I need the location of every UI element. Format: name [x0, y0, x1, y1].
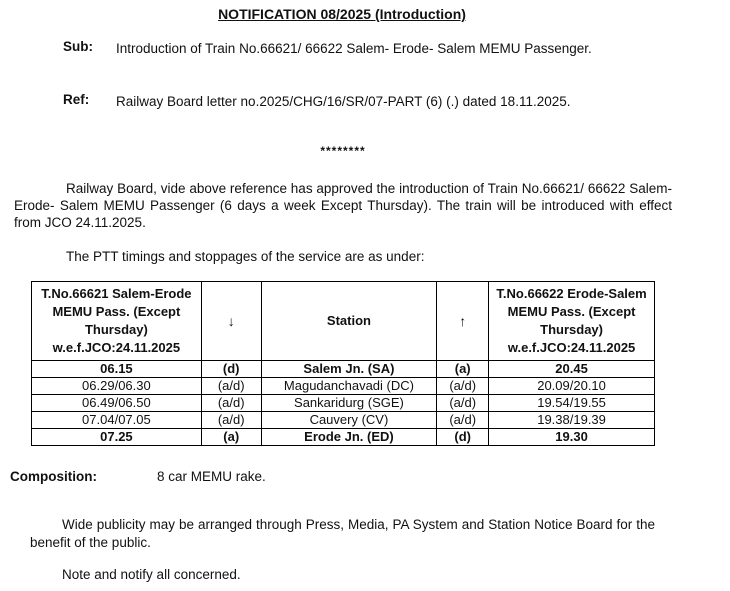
up-time: 19.38/19.39	[489, 412, 655, 429]
down-code: (a/d)	[201, 412, 261, 429]
down-code: (a/d)	[201, 395, 261, 412]
subject-text: Introduction of Train No.66621/ 66622 Salem- Erode- Salem MEMU Passenger.	[116, 41, 592, 56]
header-down-arrow-icon: ↓	[201, 282, 261, 361]
station-name: Magudanchavadi (DC)	[261, 378, 437, 395]
timetable-header-row	[32, 282, 655, 361]
down-time: 07.04/07.05	[32, 412, 202, 429]
station-name: Cauvery (CV)	[261, 412, 437, 429]
down-code: (a)	[201, 429, 261, 446]
reference-text: Railway Board letter no.2025/CHG/16/SR/07-PART (6) (.) dated 18.11.2025.	[116, 94, 571, 109]
station-name: Erode Jn. (ED)	[261, 429, 437, 446]
composition-text: 8 car MEMU rake.	[157, 469, 266, 484]
down-time: 07.25	[32, 429, 202, 446]
up-time: 20.45	[489, 361, 655, 378]
down-time: 06.49/06.50	[32, 395, 202, 412]
down-code: (d)	[201, 361, 261, 378]
up-code: (a/d)	[437, 378, 489, 395]
up-code: (a)	[437, 361, 489, 378]
closing-note: Note and notify all concerned.	[62, 567, 241, 582]
down-time: 06.15	[32, 361, 202, 378]
up-time: 20.09/20.10	[489, 378, 655, 395]
subject-label: Sub:	[63, 39, 93, 54]
up-time: 19.30	[489, 429, 655, 446]
timings-intro: The PTT timings and stoppages of the service are as under:	[66, 249, 425, 264]
up-code: (a/d)	[437, 412, 489, 429]
separator: ********	[320, 144, 366, 158]
timetable	[31, 281, 655, 446]
approval-paragraph: Railway Board, vide above reference has approved the introduction of Train No.66621/ 66622 Salem- Erode- Salem MEMU Passenger (6 days a week Except Thursday). The train will be introduced with effect from JCO 24.11.2025.	[14, 181, 672, 230]
down-code: (a/d)	[201, 378, 261, 395]
up-code: (d)	[437, 429, 489, 446]
table-row	[32, 412, 655, 429]
table-row	[32, 361, 655, 378]
header-station: Station	[261, 282, 437, 361]
station-name: Salem Jn. (SA)	[261, 361, 437, 378]
header-down-train: T.No.66621 Salem-Erode MEMU Pass. (Except Thursday) w.e.f.JCO:24.11.2025	[32, 282, 202, 361]
publicity-paragraph: Wide publicity may be arranged through Press, Media, PA System and Station Notice Board for the benefit of the public.	[30, 517, 655, 550]
up-time: 19.54/19.55	[489, 395, 655, 412]
header-up-arrow-icon: ↑	[437, 282, 489, 361]
down-time: 06.29/06.30	[32, 378, 202, 395]
notification-title: NOTIFICATION 08/2025 (Introduction)	[218, 6, 466, 22]
header-up-train: T.No.66622 Erode-Salem MEMU Pass. (Except Thursday) w.e.f.JCO:24.11.2025	[489, 282, 655, 361]
table-row	[32, 378, 655, 395]
up-code: (a/d)	[437, 395, 489, 412]
station-name: Sankaridurg (SGE)	[261, 395, 437, 412]
table-row	[32, 429, 655, 446]
composition-label: Composition:	[10, 469, 97, 484]
table-row	[32, 395, 655, 412]
reference-label: Ref:	[63, 92, 90, 107]
